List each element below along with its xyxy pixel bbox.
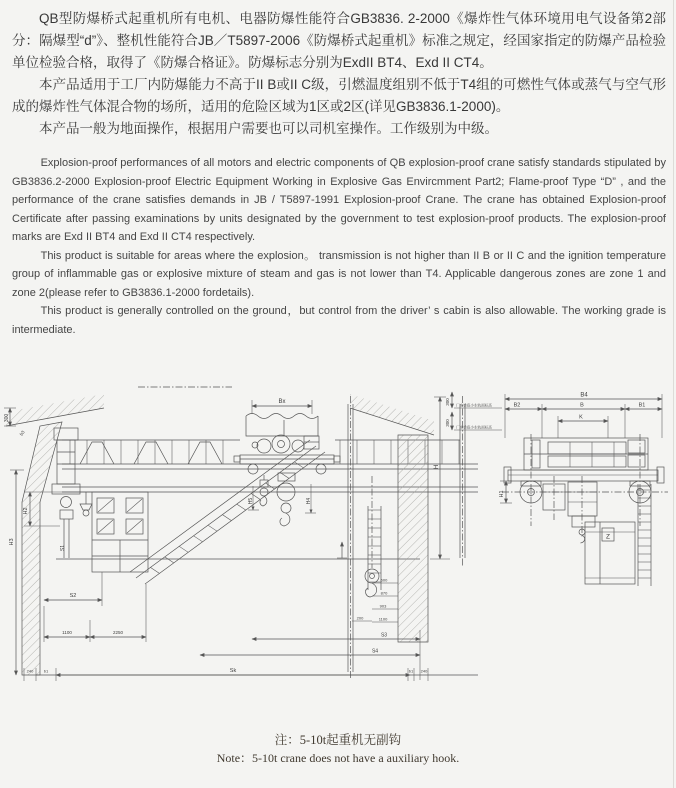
dimension-labels: [4, 393, 645, 675]
dim-label-1100: 1100: [62, 630, 72, 635]
dim-label-903: 903: [379, 603, 387, 609]
en-paragraph-2: This product is suitable for areas where the explosion。 transmission is not higher than II B or II C and the ignition temperature group of inflammable gas or explosive mixture of steam and gas is not lower than T4. Applicable dangerous zones are zone 1 and zone 2(please refer to GB3836.1-2000 fordetails).: [12, 249, 666, 299]
footnote-en: Note：5-10t crane does not have a auxiliary hook.: [216, 751, 460, 765]
dim-label-b1-right: b1: [408, 668, 414, 674]
dim-label-300-upper: 300: [445, 398, 450, 406]
main-elevation-view: [4, 387, 502, 681]
dim-label-300-left: 300: [4, 413, 10, 423]
dim-label-1100-right: 1100: [378, 616, 388, 622]
dim-label-sk: Sk: [229, 668, 237, 674]
en-paragraph-3: This product is generally controlled on the ground，but control from the driver’ s cabin is also allowable. The working grade is intermediate.: [12, 305, 666, 336]
footnote: [0, 731, 676, 767]
dim-label-h1: H1: [499, 490, 505, 498]
dim-label-h5: H5: [248, 497, 254, 505]
cabin-window-mark: Z: [606, 533, 610, 541]
dim-label-b4: B4: [580, 392, 588, 399]
dim-label-s4: S4: [371, 648, 379, 655]
chinese-intro: [12, 8, 666, 140]
dim-label-600: 600: [380, 577, 388, 583]
dim-label-s3: S3: [380, 632, 388, 639]
dim-label-b1-endview: B1: [638, 402, 646, 409]
dim-label-200: 200: [356, 615, 364, 621]
dim-label-h2: H2: [23, 507, 29, 515]
crane-technical-drawing: [0, 380, 676, 732]
dim-label-h: H: [434, 464, 440, 470]
dim-label-2250: 2250: [112, 630, 124, 635]
dim-label-s2: S2: [69, 593, 77, 599]
dim-label-b1-left: b1: [43, 668, 49, 674]
dim-label-870: 870: [380, 590, 388, 596]
dim-label-s1: S1: [60, 544, 66, 552]
en-paragraph-1: Explosion-proof performances of all motors and electric components of QB explosion-proof crane satisfy standards stipulated by GB3836.2-2000 Explosion-proof Electric Equipment Working in Explosive Gas Envircmment Part2; Flame-proof Type “D” , and the performance of the crane satisfies demands in JB / T5897-1991 Explosion-proof Crane. The crane has obtained Explosion-proof Certificate after passing examinations by units designated by the government to test explosion-proof products. The explosion-proof marks are Exd II BT4 and Exd II CT4 respectively.: [12, 157, 666, 243]
dim-label-k: K: [579, 414, 583, 421]
callout-roof-level: 厂房梁底小车轨面标高: [456, 403, 492, 408]
english-intro: [12, 154, 666, 339]
dim-label-240-left: 240: [26, 668, 34, 674]
dim-label-h4: H4: [306, 497, 312, 505]
cn-paragraph-1: QB型防爆桥式起重机所有电机、电器防爆性能符合GB3836. 2-2000《爆炸性气体环境用电气设备第2部分：隔爆型“d”》、整机性能符合JB／T5897-2006《防爆桥式起重机》标准之规定，经国家指定的防爆产品检验单位检验合格，取得了《防爆合格证》。防爆标志分别为ExdII BT4、Exd II CT4。: [12, 11, 666, 70]
dim-label-h3: H3: [9, 538, 15, 546]
dim-label-300-lower: 300: [445, 419, 450, 427]
dim-label-b2: B2: [513, 402, 521, 409]
cn-paragraph-2: 本产品适用于工厂内防爆能力不高于II B或II C级，引燃温度组别不低于T4组的可燃性气体或蒸气与空气形成的爆炸性气体混合物的场所，适用的危险区域为1区或2区(详见GB3836.1-2000)。: [12, 77, 666, 114]
dim-label-bx: Bx: [278, 399, 286, 405]
footnote-cn: 注：5-10t起重机无副钩: [274, 733, 402, 747]
dim-label-240-right: 240: [420, 668, 428, 674]
dim-label-b: B: [580, 402, 584, 409]
end-view: [500, 394, 668, 586]
dim-label-b3: b3: [18, 429, 26, 437]
callout-rail-level: 厂房梁底小车轨面标高: [456, 425, 492, 430]
cn-paragraph-3: 本产品一般为地面操作，根据用户需要也可以司机室操作。工作级别为中级。: [39, 121, 498, 136]
